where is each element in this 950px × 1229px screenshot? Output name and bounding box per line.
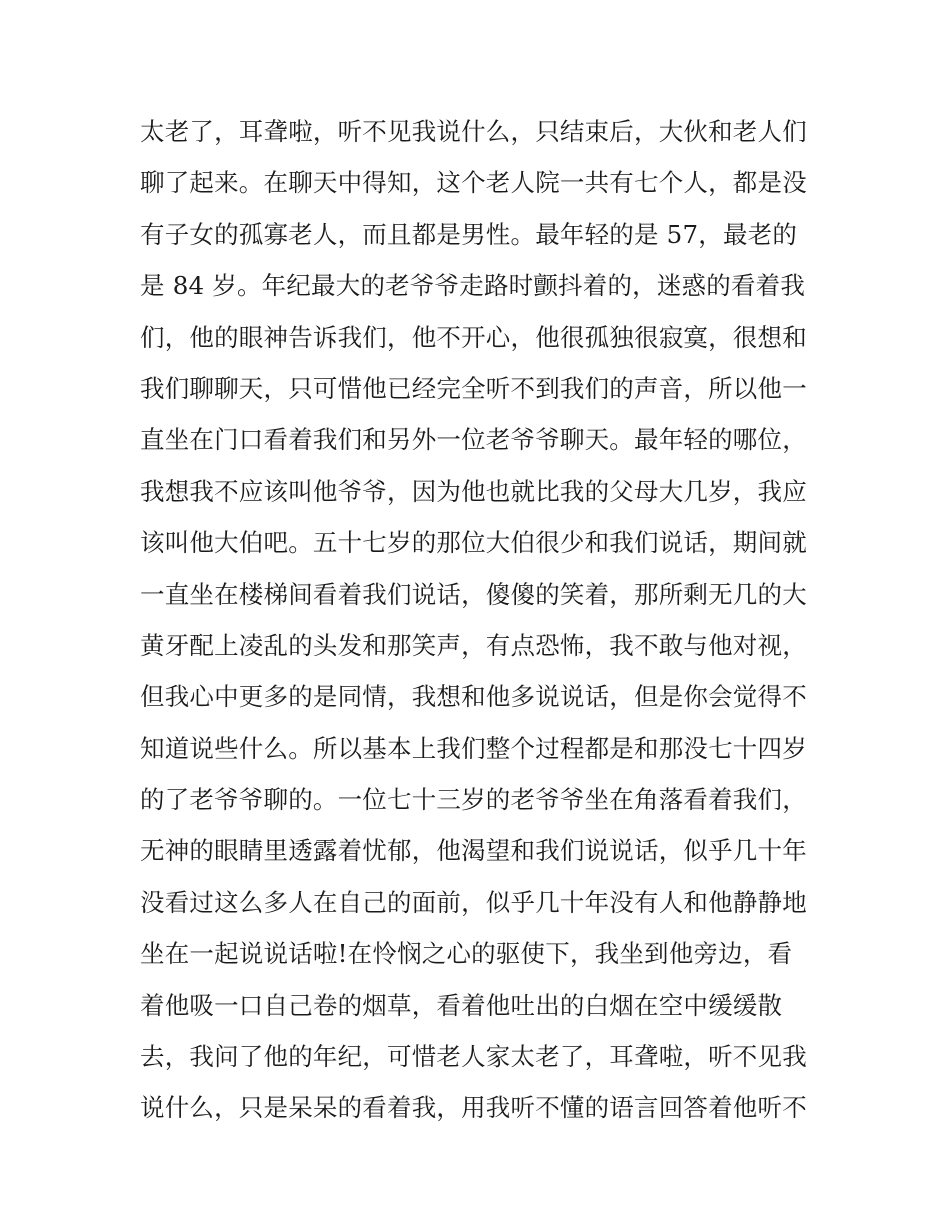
text-line: 直坐在门口看着我们和另外一位老爷爷聊天。最年轻的哪位，	[140, 425, 807, 455]
text-line: 的了老爷爷聊的。一位七十三岁的老爷爷坐在角落看着我们，	[140, 785, 807, 815]
body-text	[140, 106, 830, 1134]
text-line: 但我心中更多的是同情，我想和他多说说话，但是你会觉得不	[140, 682, 807, 712]
text-line: 有子女的孤寡老人，而且都是男性。最年轻的是 57，最老的	[140, 219, 798, 249]
text-line: 知道说些什么。所以基本上我们整个过程都是和那没七十四岁	[140, 733, 807, 763]
text-line: 聊了起来。在聊天中得知，这个老人院一共有七个人，都是没	[140, 168, 807, 198]
text-line: 无神的眼睛里透露着忧郁，他渴望和我们说说话，似乎几十年	[140, 836, 807, 866]
text-line: 们，他的眼神告诉我们，他不开心，他很孤独很寂寞，很想和	[140, 322, 807, 352]
text-line: 黄牙配上凌乱的头发和那笑声，有点恐怖，我不敢与他对视，	[140, 630, 807, 660]
text-line: 一直坐在楼梯间看着我们说话，傻傻的笑着，那所剩无几的大	[140, 579, 807, 609]
text-line: 没看过这么多人在自己的面前，似乎几十年没有人和他静静地	[140, 887, 807, 917]
text-line: 我想我不应该叫他爷爷，因为他也就比我的父母大几岁，我应	[140, 476, 807, 506]
text-line: 去，我问了他的年纪，可惜老人家太老了，耳聋啦，听不见我	[140, 1042, 807, 1072]
text-line: 是 84 岁。年纪最大的老爷爷走路时颤抖着的，迷惑的看着我	[140, 271, 806, 301]
text-line: 着他吸一口自己卷的烟草，看着他吐出的白烟在空中缓缓散	[140, 990, 783, 1020]
text-line: 太老了，耳聋啦，听不见我说什么，只结束后，大伙和老人们	[140, 117, 807, 146]
text-line: 该叫他大伯吧。五十七岁的那位大伯很少和我们说话，期间就	[140, 528, 807, 558]
text-line: 说什么，只是呆呆的看着我，用我听不懂的语言回答着他听不	[140, 1093, 807, 1123]
text-line: 坐在一起说说话啦!在怜悯之心的驱使下，我坐到他旁边，看	[140, 939, 793, 969]
text-line: 我们聊聊天，只可惜他已经完全听不到我们的声音，所以他一	[140, 373, 807, 403]
